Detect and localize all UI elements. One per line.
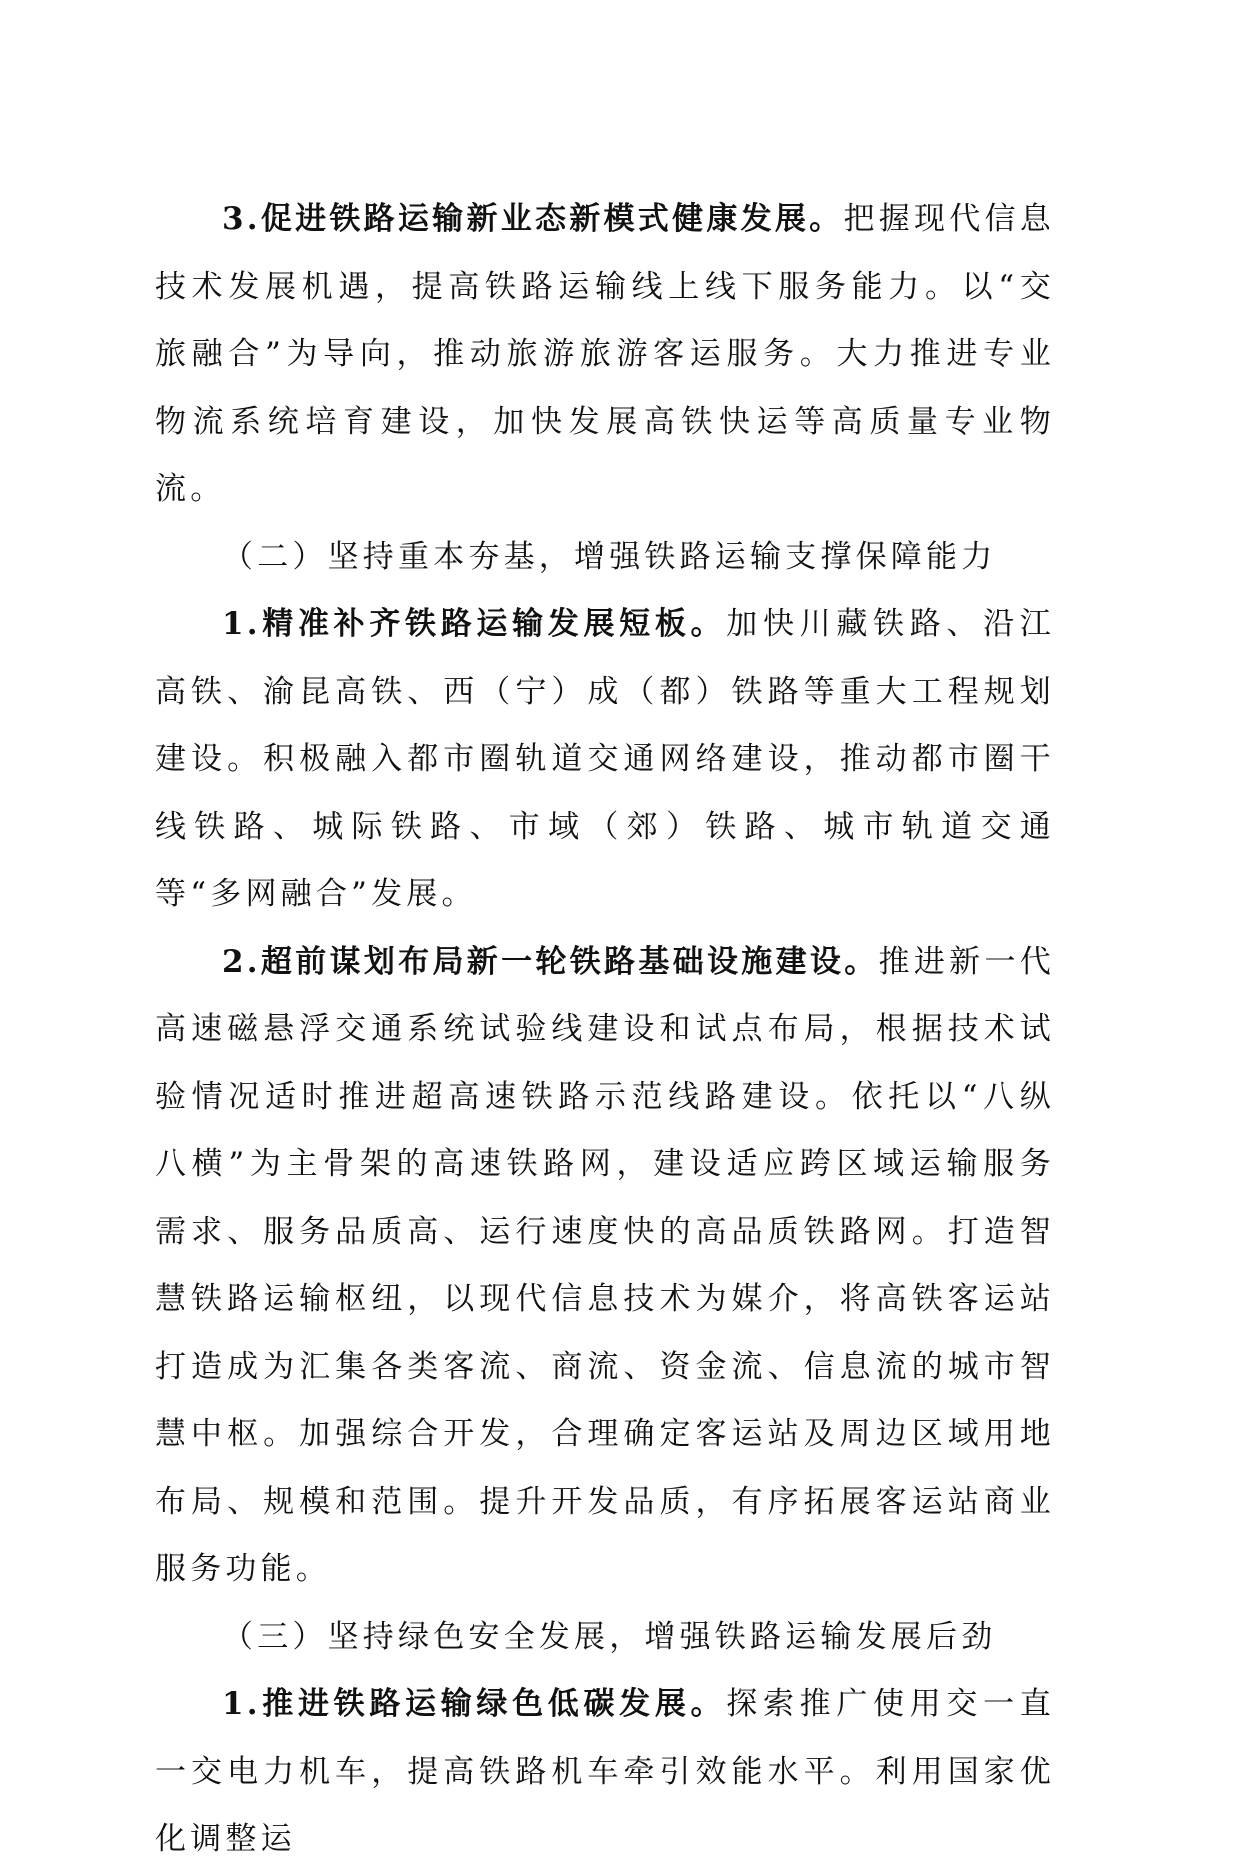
paragraph-green-low-carbon xyxy=(155,1671,1055,1874)
document-body xyxy=(155,186,1055,1874)
paragraph-lead: 1.推进铁路运输绿色低碳发展。 xyxy=(222,1686,727,1722)
paragraph-body: 推进新一代高速磁悬浮交通系统试验线建设和试点布局，根据技术试验情况适时推进超高速铁路示范线路建设。依托以“八纵八横”为主骨架的高速铁路网，建设适应跨区域运输服务需求、服务品质高、运行速度快的高品质铁路网。打造智慧铁路运输枢纽，以现代信息技术为媒介，将高铁客运站打造成为汇集各类客流、商流、资金流、信息流的城市智慧中枢。加强综合开发，合理确定客运站及周边区域用地布局、规模和范围。提升开发品质，有序拓展客运站商业服务功能。 xyxy=(155,943,1055,1587)
paragraph-lead: 1.精准补齐铁路运输发展短板。 xyxy=(222,606,727,642)
paragraph-lead: 3.促进铁路运输新业态新模式健康发展。 xyxy=(222,201,844,237)
paragraph-plan-new-infrastructure xyxy=(155,929,1055,1604)
paragraph-body: 把握现代信息技术发展机遇，提高铁路运输线上线下服务能力。以“交旅融合”为导向，推动旅游旅游客运服务。大力推进专业物流系统培育建设，加快发展高铁快运等高质量专业物流。 xyxy=(155,201,1055,507)
paragraph-body: 探索推广使用交一直一交电力机车，提高铁路机车牵引效能水平。利用国家优化调整运 xyxy=(155,1686,1055,1857)
paragraph-promote-new-business-models xyxy=(155,186,1055,524)
paragraph-body: 加快川藏铁路、沿江高铁、渝昆高铁、西（宁）成（都）铁路等重大工程规划建设。积极融入都市圈轨道交通网络建设，推动都市圈干线铁路、城际铁路、市域（郊）铁路、城市轨道交通等“多网融合”发展。 xyxy=(155,606,1055,912)
section-heading-two: （二）坚持重本夯基，增强铁路运输支撑保障能力 xyxy=(222,538,997,575)
paragraph-lead: 2.超前谋划布局新一轮铁路基础设施建设。 xyxy=(222,943,879,980)
paragraph-fill-shortcomings xyxy=(155,591,1055,929)
section-heading-three: （三）坚持绿色安全发展，增强铁路运输发展后劲 xyxy=(222,1618,997,1655)
